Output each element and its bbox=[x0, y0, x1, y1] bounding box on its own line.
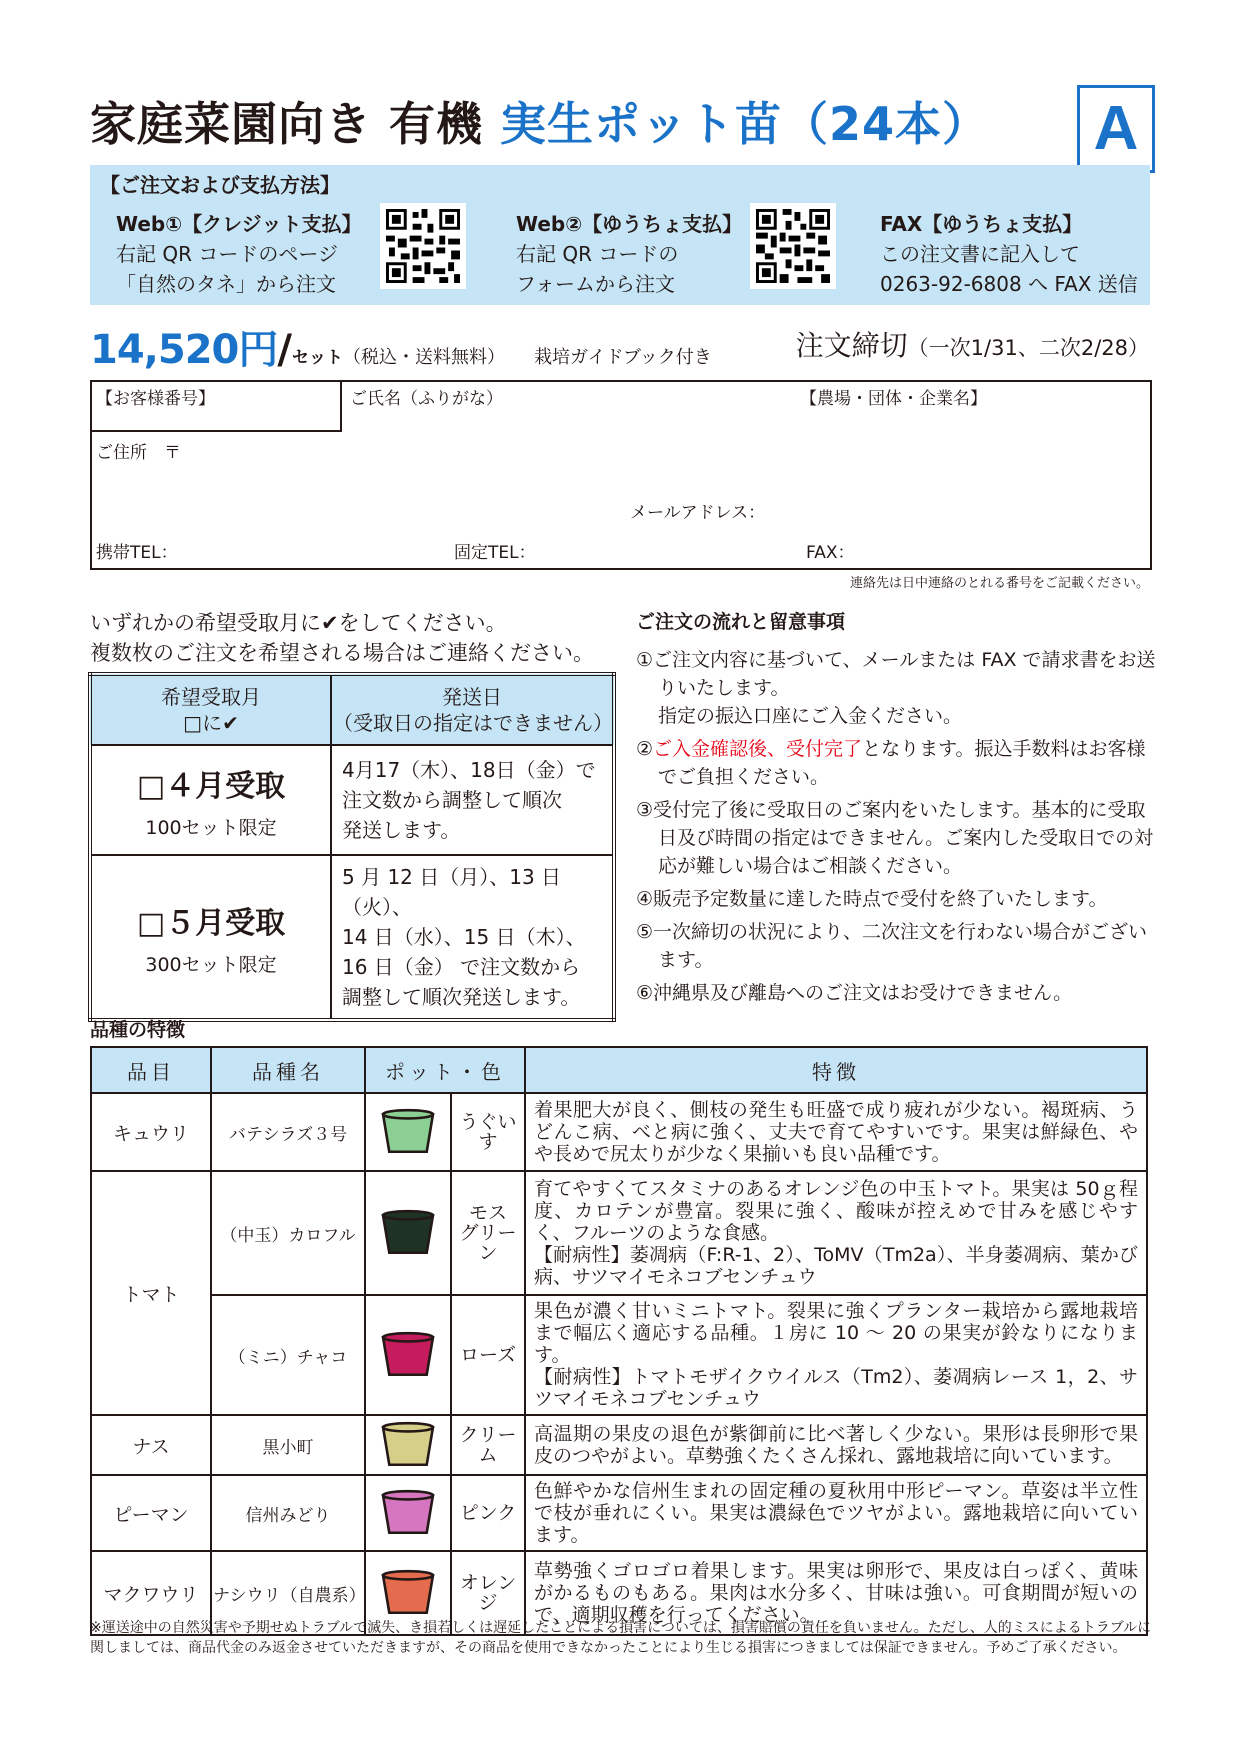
flow-item-5: ⑤一次締切の状況により、二次注文を行わない場合がございます。 bbox=[636, 921, 1148, 971]
feature-text: 高温期の果皮の退色が紫御前に比べ著しく少ない。果形は長卵形で果皮のつやがよい。草勢強くたくさん採れ、露地栽培に向いています。 bbox=[525, 1415, 1147, 1475]
flow-item-1-text: ①ご注文内容に基づいて、メールまたは FAX で請求書をお送りいたします。 bbox=[636, 649, 1156, 699]
guidebook-note: 栽培ガイドブック付き bbox=[534, 347, 712, 368]
color-label: うぐいす bbox=[451, 1093, 525, 1171]
delivery-table bbox=[88, 672, 616, 1022]
customer-form bbox=[90, 380, 1152, 570]
web1-info bbox=[116, 209, 362, 299]
color-label: クリーム bbox=[451, 1415, 525, 1475]
ship-line: 14 日（水）、15 日（木）、 bbox=[342, 925, 586, 949]
payment-heading: 【ご注文および支払方法】 bbox=[100, 173, 340, 197]
customer-no-label: 【お客様番号】 bbox=[96, 389, 215, 409]
web1-line2: 「自然のタネ」から注文 bbox=[116, 272, 336, 296]
th-ship bbox=[331, 674, 614, 745]
web1-line1: 右記 QR コードのページ bbox=[116, 242, 338, 266]
table-row bbox=[90, 745, 614, 855]
flow-heading: ご注文の流れと留意事項 bbox=[636, 611, 846, 633]
ship-line: 4月17（木）、18日（金）で bbox=[342, 758, 596, 782]
feature-text bbox=[525, 1171, 1147, 1295]
color-label: オレンジ bbox=[451, 1551, 525, 1635]
item-cell: ナス bbox=[91, 1415, 211, 1475]
price-row bbox=[90, 318, 712, 375]
color-label: ピンク bbox=[451, 1475, 525, 1551]
price-unit: セット bbox=[291, 348, 343, 368]
item-cell: トマト bbox=[91, 1171, 211, 1415]
th-month bbox=[90, 674, 331, 745]
flow-item-1-sub: 指定の振込口座にご入金ください。 bbox=[658, 705, 963, 727]
th-ship-line2: （受取日の指定はできません） bbox=[333, 711, 613, 735]
web2-line2: フォームから注文 bbox=[516, 272, 675, 296]
th-month-line1: 希望受取月 bbox=[161, 685, 261, 709]
may-option[interactable] bbox=[90, 855, 331, 1020]
name-field[interactable]: ご氏名（ふりがな） bbox=[350, 389, 503, 409]
delivery-intro-1: いずれかの希望受取月に✔をしてください。 bbox=[90, 611, 507, 635]
variety-name: バテシラズ３号 bbox=[211, 1093, 365, 1171]
flow-item-1 bbox=[636, 646, 1156, 730]
table-row bbox=[91, 1415, 1147, 1475]
variety-name: （中玉）カロフル bbox=[211, 1171, 365, 1295]
april-option[interactable] bbox=[90, 745, 331, 855]
qr-code-yucho[interactable] bbox=[750, 203, 836, 289]
ship-line: 5 月 12 日（月）、13 日（火）、 bbox=[342, 865, 562, 919]
feature-text: 着果肥大が良く、側枝の発生も旺盛で成り疲れが少ない。褐斑病、うどんこ病、べと病に強く、丈夫で育てやすいです。果実は鮮緑色、やや長めで尻太りが少なく果揃いも良い品種です。 bbox=[525, 1093, 1147, 1171]
landline-tel-field[interactable]: 固定TEL： bbox=[454, 543, 536, 563]
feature-text: 色鮮やかな信州生まれの固定種の夏秋用中形ピーマン。草姿は半立性で枝が垂れにくい。果実は濃緑色でツヤがよい。露地栽培に向いています。 bbox=[525, 1475, 1147, 1551]
varieties-table bbox=[90, 1046, 1148, 1636]
feature-text bbox=[525, 1295, 1147, 1415]
address-field[interactable]: ご住所 〒 bbox=[96, 443, 181, 463]
delivery-intro bbox=[90, 608, 594, 668]
variety-name: 黒小町 bbox=[211, 1415, 365, 1475]
qr-code-credit[interactable] bbox=[380, 203, 466, 289]
flow-item-3: ③受付完了後に受取日のご案内をいたします。基本的に受取日及び時間の指定はできません。ご案内した受取日での対応が難しい場合はご相談ください。 bbox=[636, 799, 1154, 877]
web2-heading: Web②【ゆうちょ支払】 bbox=[516, 212, 743, 236]
ship-line: 16 日（金） で注文数から bbox=[342, 955, 581, 979]
feature-desc: 育てやすくてスタミナのあるオレンジ色の中玉トマト。果実は 50ｇ程度、カロテンが豊富。裂果に強く、酸味が控えめで甘みを感じやすく、フルーツのような食感。 bbox=[534, 1178, 1138, 1244]
plan-badge: A bbox=[1077, 85, 1155, 173]
feature-resistance: 【耐病性】萎凋病（F:R-1、2）、ToMV（Tm2a）、半身萎凋病、葉かび病、サツマイモネコブセンチュウ bbox=[534, 1244, 1138, 1288]
pot-cell bbox=[365, 1415, 451, 1475]
ship-line: 調整して順次発送します。 bbox=[342, 985, 581, 1009]
color-label bbox=[451, 1171, 525, 1295]
pot-cell bbox=[365, 1171, 451, 1295]
item-cell: キュウリ bbox=[91, 1093, 211, 1171]
color-label: ローズ bbox=[451, 1295, 525, 1415]
th-pot: ポット・色 bbox=[365, 1047, 525, 1093]
may-checkbox-label: □５月受取 bbox=[136, 905, 286, 941]
pot-cell bbox=[365, 1295, 451, 1415]
th-name: 品種名 bbox=[211, 1047, 365, 1093]
web2-info bbox=[516, 209, 742, 299]
feature-text: 草勢強くゴロゴロ着果します。果実は卵形で、果皮は白っぽく、黄味がかるものもある。果肉は水分多く、甘味は強い。可食期間が短いので、適期収穫を行ってください。 bbox=[525, 1551, 1147, 1635]
flow-item-6: ⑥沖縄県及び離島へのご注文はお受けできません。 bbox=[636, 982, 1073, 1004]
april-checkbox-label: □４月受取 bbox=[136, 768, 286, 804]
pot-cell bbox=[365, 1093, 451, 1171]
disclaimer: ※運送途中の自然災害や予期せぬトラブルで滅失、き損若しくは遅延したことによる損害については、損害賠償の責任を負いません。ただし、人的ミスによるトラブルに関しましては、商品代金のみ返金させていただきますが、その商品を使用できなかったことにより生じる損害につきましては保証できません。予めご了承ください。 bbox=[90, 1620, 1152, 1656]
variety-name: （ミニ）チャコ bbox=[211, 1295, 365, 1415]
flow-item-2-num: ② bbox=[636, 738, 654, 760]
item-cell: マクワウリ bbox=[91, 1551, 211, 1635]
table-row bbox=[90, 855, 614, 1020]
qr-code-icon bbox=[756, 209, 830, 283]
flow-item-4: ④販売予定数量に達した時点で受付を終了いたします。 bbox=[636, 888, 1108, 910]
pot-icon bbox=[376, 1487, 440, 1539]
page-title bbox=[90, 88, 989, 154]
pot-icon bbox=[376, 1106, 440, 1158]
mobile-tel-field[interactable]: 携帯TEL： bbox=[96, 543, 178, 563]
th-feature: 特徴 bbox=[525, 1047, 1147, 1093]
may-ship bbox=[331, 855, 614, 1020]
color-label-line: モス bbox=[468, 1202, 507, 1224]
order-flow bbox=[636, 608, 1156, 1012]
pot-cell bbox=[365, 1475, 451, 1551]
title-main: 家庭菜園向き 有機 bbox=[90, 97, 484, 151]
flow-item-2-highlight: ご入金確認後、受付完了 bbox=[653, 738, 863, 760]
qr-code-icon bbox=[386, 209, 460, 283]
deadline-dates: （一次1/31、二次2/28） bbox=[907, 336, 1149, 360]
th-ship-line1: 発送日 bbox=[442, 685, 502, 709]
th-month-line2: □に✔ bbox=[183, 711, 239, 735]
deadline-label: 注文締切 bbox=[795, 329, 908, 362]
item-cell: ピーマン bbox=[91, 1475, 211, 1551]
price-amount: 14,520円 bbox=[90, 327, 278, 373]
pot-icon bbox=[376, 1567, 440, 1619]
pot-icon bbox=[376, 1329, 440, 1381]
web2-line1: 右記 QR コードの bbox=[516, 242, 679, 266]
variety-name: 信州みどり bbox=[211, 1475, 365, 1551]
pot-icon bbox=[376, 1419, 440, 1471]
varieties-heading: 品種の特徴 bbox=[90, 1019, 186, 1041]
web1-heading: Web①【クレジット支払】 bbox=[116, 212, 362, 236]
april-limit: 100セット限定 bbox=[145, 816, 277, 839]
th-item: 品目 bbox=[91, 1047, 211, 1093]
pot-icon bbox=[376, 1207, 440, 1259]
variety-name: ナシウリ（自農系） bbox=[211, 1551, 365, 1635]
price-slash: / bbox=[277, 327, 292, 373]
fax-info bbox=[880, 209, 1138, 299]
april-ship bbox=[331, 745, 614, 855]
contact-note: 連絡先は日中連絡のとれる番号をご記載ください。 bbox=[849, 576, 1149, 591]
table-row bbox=[91, 1295, 1147, 1415]
fax-number-line: 0263-92-6808 へ FAX 送信 bbox=[880, 272, 1138, 296]
feature-resistance: 【耐病性】トマトモザイクウイルス（Tm2）、萎凋病レース 1，2、サツマイモネコブセンチュウ bbox=[534, 1366, 1138, 1410]
may-limit: 300セット限定 bbox=[145, 953, 277, 976]
ship-line: 注文数から調整して順次 bbox=[342, 788, 562, 812]
title-product: 実生ポット苗（24本） bbox=[500, 97, 990, 151]
fax-field[interactable]: FAX： bbox=[806, 543, 855, 563]
table-row bbox=[91, 1475, 1147, 1551]
color-label-line: グリーン bbox=[459, 1222, 517, 1264]
order-deadline bbox=[796, 324, 1149, 364]
email-field[interactable]: メールアドレス： bbox=[630, 503, 766, 523]
ship-line: 発送します。 bbox=[342, 818, 461, 842]
delivery-intro-2: 複数枚のご注文を希望される場合はご連絡ください。 bbox=[90, 641, 594, 665]
price-tax-note: （税込・送料無料） bbox=[342, 347, 505, 368]
org-field[interactable]: 【農場・団体・企業名】 bbox=[800, 389, 987, 409]
feature-desc: 果色が濃く甘いミニトマト。裂果に強くプランター栽培から露地栽培まで幅広く適応する品種。１房に 10 〜 20 の果実が鈴なりになります。 bbox=[534, 1300, 1138, 1366]
flow-item-2-text: となります。振込手数料はお客様でご負担ください。 bbox=[658, 738, 1146, 788]
fax-heading: FAX【ゆうちょ支払】 bbox=[880, 212, 1083, 236]
fax-line1: この注文書に記入して bbox=[880, 242, 1080, 266]
table-row bbox=[91, 1171, 1147, 1295]
table-row bbox=[91, 1093, 1147, 1171]
flow-item-2 bbox=[636, 735, 1156, 791]
